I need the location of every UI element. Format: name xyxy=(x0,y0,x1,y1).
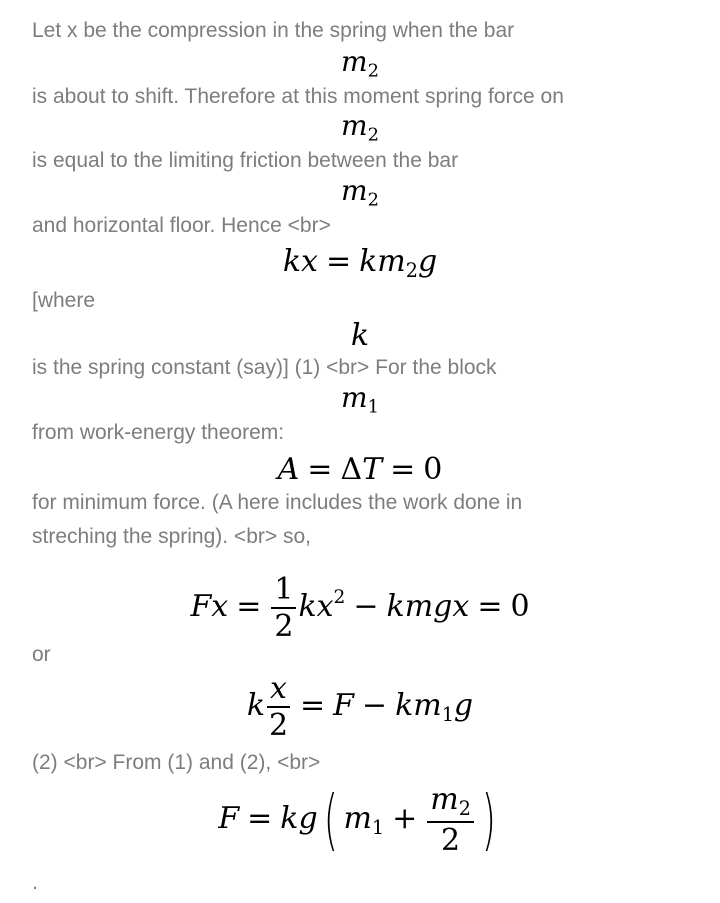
text-line-12: . xyxy=(32,871,38,894)
math-k: k xyxy=(350,318,370,353)
text-line-8: for minimum force. (A here includes the work done in xyxy=(32,491,523,514)
equation-k-x-over-2: k $\frac{x}{2}$ = $F - km_1g$ xyxy=(246,670,474,743)
math-m2-1: $m_2$ xyxy=(341,45,379,82)
text-line-3: is equal to the limiting friction between the bar xyxy=(32,149,459,172)
text-line-1: Let x be the compression in the spring when the bar xyxy=(32,19,515,42)
text-line-4: and horizontal floor. Hence <br> xyxy=(32,214,331,237)
math-m2-2: $m_2$ xyxy=(341,109,379,146)
text-line-7: from work-energy theorem: xyxy=(32,421,285,444)
equation-kx-equals-km2g: kx = $km_2g$ xyxy=(282,244,438,282)
equation-work-energy: A = ΔT = 0 xyxy=(277,452,443,487)
text-line-6: is the spring constant (say)] (1) <br> For the block xyxy=(32,356,497,379)
text-line-10: or xyxy=(32,643,51,666)
text-line-9: streching the spring). <br> so, xyxy=(32,525,311,548)
equation-force-spring: Fx = $\frac{1}{2}$ $kx^2$ − kmgx = 0 xyxy=(190,571,530,645)
text-line-11: (2) <br> From (1) and (2), <br> xyxy=(32,751,321,774)
math-m2-3: $m_2$ xyxy=(341,174,379,211)
math-m1: $m_1$ xyxy=(341,381,379,418)
text-line-5: [where xyxy=(32,289,96,312)
equation-final-force: F = kg( $m_1$ + $\frac{m_2}{2}$ ) xyxy=(218,781,496,858)
text-line-2: is about to shift. Therefore at this moment spring force on xyxy=(32,85,564,108)
